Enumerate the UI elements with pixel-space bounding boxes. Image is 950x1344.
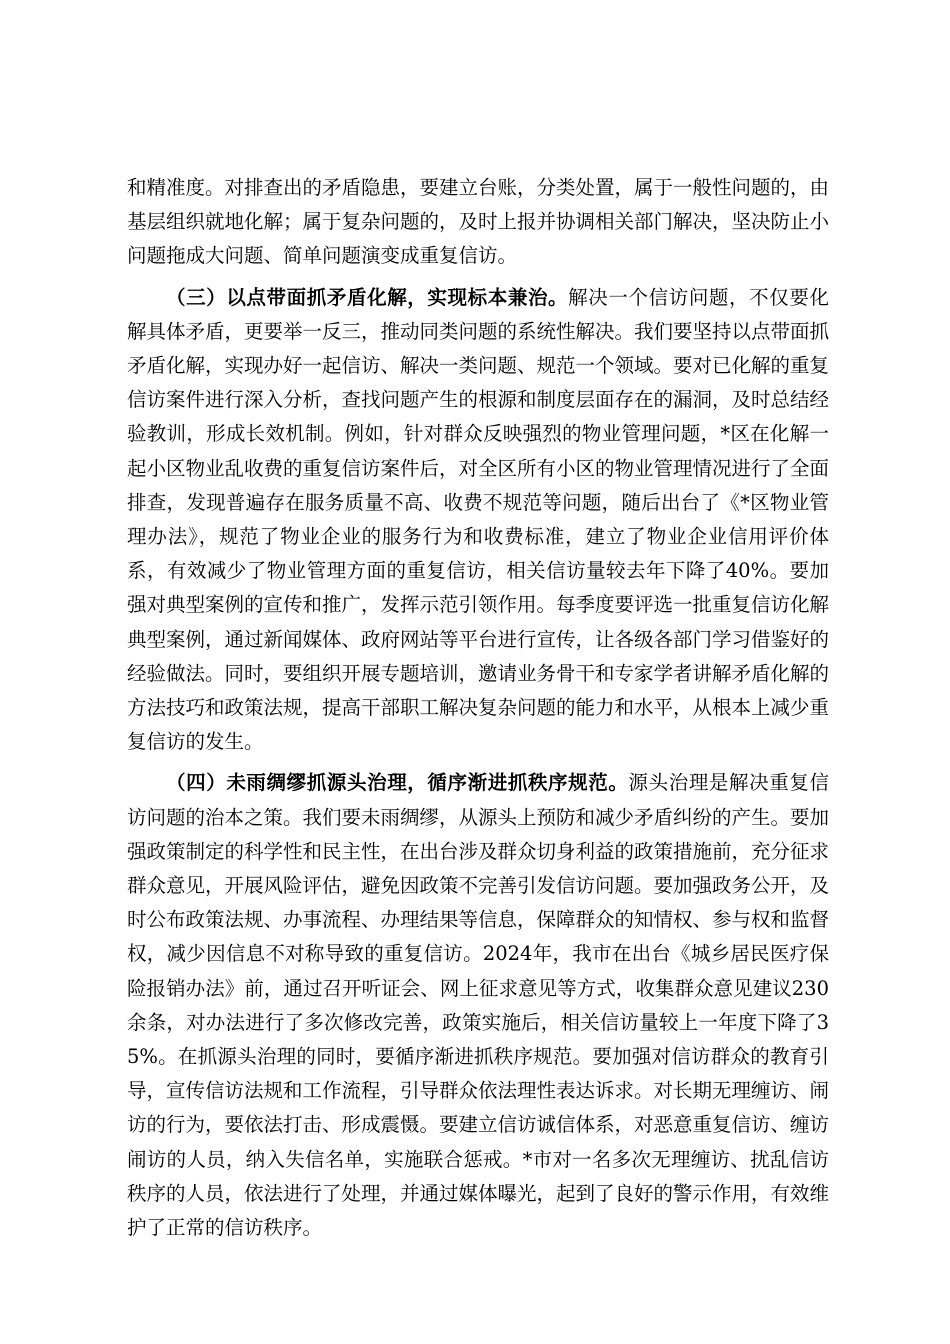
document-page — [127, 171, 829, 1245]
section-heading: （三）以点带面抓矛盾化解，实现标本兼治。 — [166, 285, 569, 309]
paragraph-continuation — [127, 171, 829, 274]
paragraph-section-3 — [127, 281, 829, 760]
paragraph-body: 和精准度。对排查出的矛盾隐患，要建立台账，分类处置，属于一般性问题的，由基层组织就地化解；属于复杂问题的，及时上报并协调相关部门解决，坚决防止小问题拖成大问题、简单问题演变成重复信访。 — [127, 176, 830, 268]
paragraph-body: 解决一个信访问题，不仅要化解具体矛盾，更要举一反三，推动同类问题的系统性解决。我们要坚持以点带面抓矛盾化解，实现办好一起信访、解决一类问题、规范一个领域。要对已化解的重复信访案件进行深入分析，查找问题产生的根源和制度层面存在的漏洞，及时总结经验教训，形成长效机制。例如，针对群众反映强烈的物业管理问题，*区在化解一起小区物业乱收费的重复信访案件后，对全区所有小区的物业管理情况进行了全面排查，发现普遍存在服务质量不高、收费不规范等问题，随后出台了《*区物业管理办法》，规范了物业企业的服务行为和收费标准，建立了物业企业信用评价体系，有效减少了物业管理方面的重复信访，相关信访量较去年下降了40%。要加强对典型案例的宣传和推广，发挥示范引领作用。每季度要评选一批重复信访化解典型案例，通过新闻媒体、政府网站等平台进行宣传，让各级各部门学习借鉴好的经验做法。同时，要组织开展专题培训，邀请业务骨干和专家学者讲解矛盾化解的方法技巧和政策法规，提高干部职工解决复杂问题的能力和水平，从根本上减少重复信访的发生。 — [127, 285, 830, 754]
paragraph-body: 源头治理是解决重复信访问题的治本之策。我们要未雨绸缪，从源头上预防和减少矛盾纠纷的产生。要加强政策制定的科学性和民主性，在出台涉及群众切身利益的政策措施前，充分征求群众意见，开展风险评估，避免因政策不完善引发信访问题。要加强政务公开，及时公布政策法规、办事流程、办理结果等信息，保障群众的知情权、参与权和监督权，减少因信息不对称导致的重复信访。2024年，我市在出台《城乡居民医疗保险报销办法》前，通过召开听证会、网上征求意见等方式，收集群众意见建议230余条，对办法进行了多次修改完善，政策实施后，相关信访量较上一年度下降了35%。在抓源头治理的同时，要循序渐进抓秩序规范。要加强对信访群众的教育引导，宣传信访法规和工作流程，引导群众依法理性表达诉求。对长期无理缠访、闹访的行为，要依法打击、形成震慑。要建立信访诚信体系，对恶意重复信访、缠访闹访的人员，纳入失信名单，实施联合惩戒。*市对一名多次无理缠访、扰乱信访秩序的人员，依法进行了处理，并通过媒体曝光，起到了良好的警示作用，有效维护了正常的信访秩序。 — [127, 771, 830, 1240]
section-heading: （四）未雨绸缪抓源头治理，循序渐进抓秩序规范。 — [166, 771, 629, 795]
paragraph-section-4 — [127, 766, 829, 1245]
